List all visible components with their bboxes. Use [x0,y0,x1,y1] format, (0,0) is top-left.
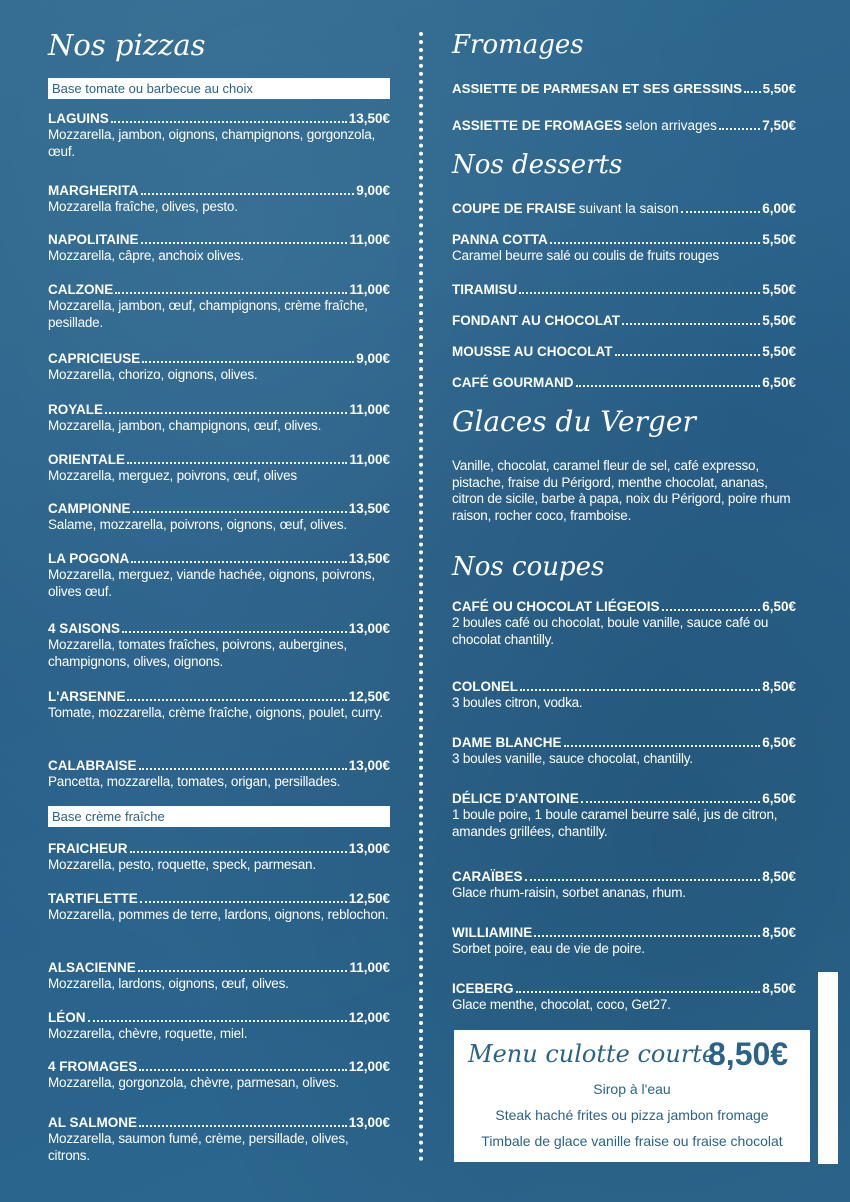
pizza-item [48,840,390,874]
item-price: 12,50€ [348,891,390,906]
item-name: DÉLICE D'ANTOINE [452,791,579,806]
item-description: Glace menthe, chocolat, coco, Get27. [452,997,671,1012]
dessert-item [452,374,796,391]
item-name: 4 SAISONS [48,621,121,636]
pizza-item [48,451,390,485]
item-description: Mozzarella fraîche, olives, pesto. [48,199,238,214]
coupe-item [452,678,796,712]
item-name: ASSIETTE DE FROMAGES [452,118,623,133]
item-price: 13,00€ [348,841,390,856]
pizza-item [48,281,390,331]
item-description: 3 boules vanille, sauce chocolat, chantilly. [452,751,693,766]
item-description: Mozzarella, jambon, oignons, champignons, gorgonzola, œuf. [48,127,376,159]
kids-menu-line: Timbale de glace vanille fraise ou fraise chocolat [481,1133,783,1149]
dessert-item [452,200,796,217]
dessert-item [452,343,796,360]
item-description: Mozzarella, jambon, champignons, œuf, olives. [48,418,322,433]
item-description: Caramel beurre salé ou coulis de fruits rouges [452,248,719,263]
item-description: Mozzarella, chèvre, roquette, miel. [48,1026,248,1041]
pizza-item [48,350,390,384]
pizza-item [48,182,390,216]
base-creme-band: Base crème fraîche [48,806,390,827]
item-note: selon arrivages [625,118,717,133]
item-description: Pancetta, mozzarella, tomates, origan, persillades. [48,774,341,789]
item-price: 5,50€ [762,81,796,96]
item-description: Mozzarella, pommes de terre, lardons, oignons, reblochon. [48,907,389,922]
item-name: 4 FROMAGES [48,1059,138,1074]
coupe-item [452,924,796,958]
item-price: 6,50€ [762,375,796,390]
item-price: 13,00€ [348,1115,390,1130]
pizzas-title: Nos pizzas [48,28,206,62]
item-name: CARAÏBES [452,869,523,884]
dessert-item [452,281,796,298]
item-note: suivant la saison [578,201,679,216]
item-price: 6,50€ [762,599,796,614]
item-name: LÉON [48,1010,86,1025]
item-name: COLONEL [452,679,518,694]
kids-menu-title: Menu culotte courte [468,1040,717,1068]
coupe-item [452,734,796,768]
kids-menu-line: Steak haché frites ou pizza jambon fromage [495,1107,769,1123]
item-name: NAPOLITAINE [48,232,139,247]
item-name: LAGUINS [48,111,109,126]
item-description: Mozzarella, jambon, œuf, champignons, crème fraîche, pesillade. [48,298,368,330]
desserts-title: Nos desserts [452,150,623,180]
kids-menu-price: 8,50€ [708,1036,789,1072]
item-price: 8,50€ [762,981,796,996]
item-price: 5,50€ [762,232,796,247]
pizza-item [48,550,390,600]
item-name: CAFÉ OU CHOCOLAT LIÉGEOIS [452,599,660,614]
item-price: 11,00€ [349,282,390,297]
item-description: Mozzarella, merguez, poivrons, œuf, olives [48,468,297,483]
pizza-item [48,401,390,435]
item-name: DAME BLANCHE [452,735,562,750]
pizza-item [48,890,390,924]
coupes-title: Nos coupes [452,552,605,582]
item-price: 6,50€ [762,791,796,806]
item-price: 6,50€ [762,735,796,750]
item-price: 11,00€ [349,402,390,417]
item-name: FRAICHEUR [48,841,128,856]
item-name: PANNA COTTA [452,232,548,247]
pizza-item [48,688,390,722]
item-name: CAMPIONNE [48,501,131,516]
item-description: 3 boules citron, vodka. [452,695,583,710]
item-description: Mozzarella, lardons, oignons, œuf, olives. [48,976,289,991]
item-name: CALABRAISE [48,758,137,773]
item-description: 2 boules café ou chocolat, boule vanille, sauce café ou chocolat chantilly. [452,615,769,647]
item-description: 1 boule poire, 1 boule caramel beurre salé, jus de citron, amandes grillées, chantilly. [452,807,778,839]
item-price: 5,50€ [762,282,796,297]
item-name: ROYALE [48,402,104,417]
item-name: TIRAMISU [452,282,518,297]
decorative-side-bar [818,972,838,1164]
item-description: Mozzarella, saumon fumé, crème, persillade, olives, citrons. [48,1131,349,1163]
item-price: 12,00€ [348,1010,390,1025]
item-description: Mozzarella, câpre, anchoix olives. [48,248,244,263]
item-name: LA POGONA [48,551,130,566]
item-price: 8,50€ [762,869,796,884]
coupe-item [452,868,796,902]
item-price: 12,00€ [348,1059,390,1074]
item-description: Mozzarella, tomates fraîches, poivrons, aubergines, champignons, olives, oignons. [48,637,347,669]
glaces-title: Glaces du Verger [452,405,696,438]
item-name: WILLIAMINE [452,925,533,940]
item-price: 12,50€ [348,689,390,704]
item-name: ALSACIENNE [48,960,136,975]
item-name: ICEBERG [452,981,514,996]
pizza-item [48,231,390,265]
item-price: 8,50€ [762,925,796,940]
item-description: Mozzarella, gorgonzola, chèvre, parmesan, olives. [48,1075,340,1090]
item-description: Glace rhum-raisin, sorbet ananas, rhum. [452,885,686,900]
dessert-item [452,312,796,329]
pizza-item [48,110,390,160]
pizza-item [48,1009,390,1043]
item-name: TARTIFLETTE [48,891,138,906]
item-price: 8,50€ [762,679,796,694]
item-price: 11,00€ [349,452,390,467]
item-price: 7,50€ [762,118,796,133]
item-name: CAPRICIEUSE [48,351,141,366]
item-name: L'ARSENNE [48,689,126,704]
fromage-item [452,117,796,134]
pizza-item [48,1114,390,1164]
coupe-item [452,598,796,648]
fromages-title: Fromages [452,30,584,60]
base-tomate-band: Base tomate ou barbecue au choix [48,78,390,99]
item-name: ORIENTALE [48,452,125,467]
pizza-item [48,959,390,993]
column-divider [419,32,423,1162]
pizza-item [48,757,390,791]
item-price: 13,50€ [348,501,390,516]
item-description: Salame, mozzarella, poivrons, oignons, œuf, olives. [48,517,347,532]
item-price: 5,50€ [762,313,796,328]
item-price: 13,50€ [348,551,390,566]
item-name: COUPE DE FRAISE [452,201,576,216]
pizza-item [48,500,390,534]
item-price: 6,00€ [762,201,796,216]
kids-menu-line: Sirop à l'eau [593,1081,671,1097]
item-description: Mozzarella, chorizo, oignons, olives. [48,367,258,382]
item-name: CAFÉ GOURMAND [452,375,574,390]
item-price: 13,50€ [348,111,390,126]
item-price: 9,00€ [356,183,390,198]
item-price: 11,00€ [349,232,390,247]
pizza-item [48,1058,390,1092]
item-price: 13,00€ [348,758,390,773]
item-name: FONDANT AU CHOCOLAT [452,313,620,328]
item-name: ASSIETTE DE PARMESAN ET SES GRESSINS [452,81,743,96]
item-price: 9,00€ [356,351,390,366]
item-description: Sorbet poire, eau de vie de poire. [452,941,645,956]
item-name: MARGHERITA [48,183,139,198]
pizza-item [48,620,390,670]
item-name: CALZONE [48,282,114,297]
item-description: Mozzarella, merguez, viande hachée, oignons, poivrons, olives œuf. [48,567,375,599]
glaces-flavours: Vanille, chocolat, caramel fleur de sel, café expresso, pistache, fraise du Périgord, menthe chocolat, ananas, citron de sicile, barbe à papa, noix du Périgord, poire rhum raison, rocher coco, framboise. [452,458,791,523]
item-price: 5,50€ [762,344,796,359]
fromage-item [452,80,796,97]
coupe-item [452,790,796,840]
item-name: AL SALMONE [48,1115,138,1130]
item-description: Tomate, mozzarella, crème fraîche, oignons, poulet, curry. [48,705,383,720]
kids-menu-box [454,1030,810,1162]
dessert-item [452,231,796,265]
coupe-item [452,980,796,1014]
item-name: MOUSSE AU CHOCOLAT [452,344,613,359]
item-price: 11,00€ [349,960,390,975]
item-description: Mozzarella, pesto, roquette, speck, parmesan. [48,857,316,872]
item-price: 13,00€ [348,621,390,636]
